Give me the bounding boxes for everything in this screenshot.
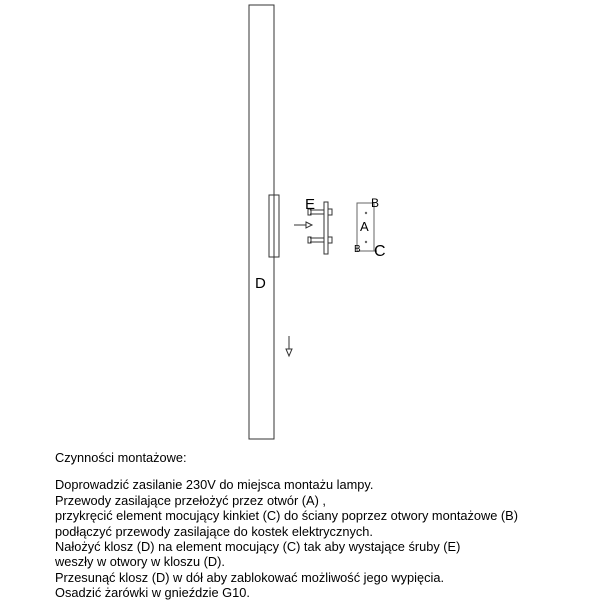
label-bracket-b-bottom: B (354, 244, 361, 255)
label-bracket-c: C (374, 243, 386, 260)
label-screws-e: E (305, 196, 316, 213)
instruction-step: Przewody zasilające przełożyć przez otwór (A) , (55, 492, 326, 508)
slide-down-arrow-icon (286, 336, 292, 356)
label-bracket-a: A (360, 219, 369, 234)
instruction-step: przykręcić element mocujący kinkiet (C) do ściany poprzez otwory montażowe (B) (55, 508, 518, 524)
instruction-step: Osadzić żarówki w gnieździe G10. (55, 585, 250, 601)
assembly-instructions (55, 450, 595, 601)
instruction-step: Nałożyć klosz (D) na element mocujący (C) tak aby wystające śruby (E) (55, 539, 461, 555)
instructions-heading: Czynności montażowe: (55, 450, 187, 465)
label-lamp-d: D (255, 275, 266, 292)
instruction-step: Przesunąć klosz (D) w dół aby zablokować możliwość jego wypięcia. (55, 569, 445, 585)
insert-arrow-icon (294, 222, 312, 228)
instruction-step: podłączyć przewody zasilające do kostek elektrycznych. (55, 523, 373, 539)
instruction-step: Doprowadzić zasilanie 230V do miejsca montażu lampy. (55, 477, 374, 493)
label-bracket-b-top: B (371, 196, 380, 210)
instruction-step: weszły w otwory w kloszu (D). (55, 554, 225, 570)
lamp-housing (249, 5, 274, 439)
